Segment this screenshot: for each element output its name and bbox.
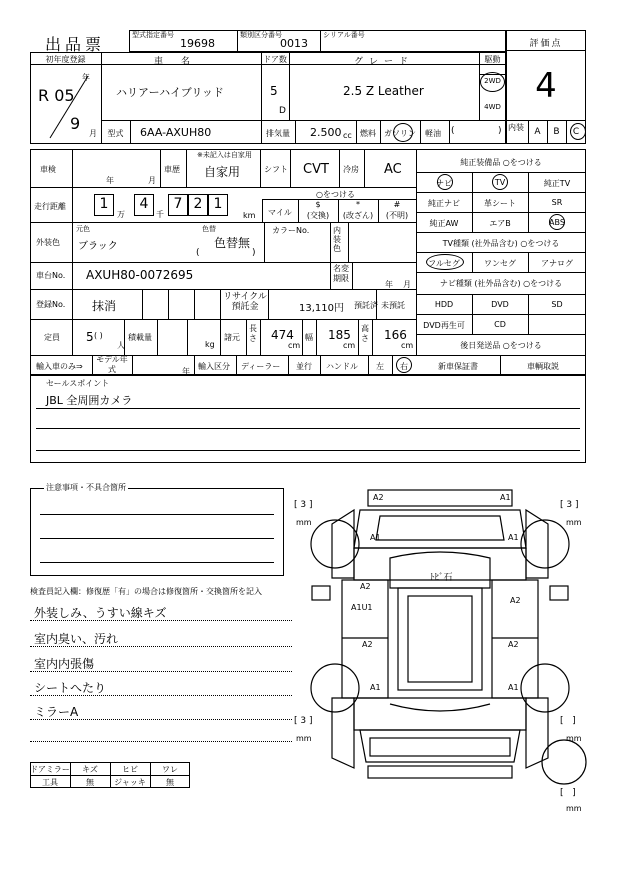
- legend-h1: ドアミラー: [30, 765, 70, 774]
- grade: 2.5 Z Leather: [343, 84, 424, 98]
- later-warranty: 新車保証書: [438, 362, 478, 371]
- mirror-left: [312, 586, 330, 600]
- equip-genuine-tv: 純正TV: [543, 179, 571, 188]
- trunk-inner: [370, 738, 510, 756]
- drive-label: 駆動: [484, 55, 501, 64]
- tire-spare-mm: mm: [566, 804, 582, 813]
- legend-h4: ワレ: [162, 765, 178, 774]
- width-value: 185: [328, 328, 351, 342]
- length-unit: cm: [288, 341, 301, 350]
- tire-rl-depth: [ 3 ]: [294, 716, 313, 726]
- length-value: 474: [271, 328, 294, 342]
- equip-genuine-navi: 純正ナビ: [428, 199, 460, 208]
- mileage-unknown-sym: #: [393, 200, 401, 209]
- note-line-3: 室内内張傷: [34, 657, 95, 671]
- color-paren-close: ): [252, 248, 256, 258]
- trunk: [360, 730, 520, 762]
- mileage-swap: (交換): [306, 211, 330, 220]
- tire-front-right: [521, 520, 569, 568]
- color-label: 外装色: [36, 238, 60, 247]
- equip-genuine-aw: 純正AW: [429, 219, 459, 228]
- navi-dvd-playback: DVD再生可: [423, 321, 465, 330]
- equip-leather: 革シート: [484, 199, 516, 208]
- mileage-label: 走行距離: [34, 202, 66, 211]
- mileage-tamper: (改ざん): [342, 211, 374, 220]
- usage-label: 車歴: [164, 165, 180, 174]
- ac-label: 冷房: [343, 165, 359, 174]
- shift-value: CVT: [303, 162, 329, 177]
- mileage-circle-note: ○をつける: [316, 190, 355, 199]
- interior-color-label: 内装色: [333, 226, 341, 253]
- fuel-paren-open: (: [451, 126, 455, 136]
- interior-label: 内装: [508, 123, 524, 132]
- usage-note: ※未記入は自家用: [197, 151, 252, 159]
- mirror-right: [550, 586, 568, 600]
- navi-dvd: DVD: [491, 300, 509, 309]
- mark-front-bumper-a1: A1: [500, 493, 511, 502]
- tire-spare: [542, 740, 586, 784]
- mark-side-right-a2: A2: [510, 596, 521, 605]
- color-orig-label: 元色: [76, 225, 90, 233]
- inspector-note: 検査員記入欄：修復歴「有」の場合は修復箇所・交換箇所を記入: [30, 587, 262, 596]
- tv-fullseg: フルセグ: [428, 259, 460, 268]
- equip-tv: TV: [494, 178, 506, 187]
- sales-label: セールスポイント: [46, 379, 110, 388]
- legend-h3: ヒビ: [122, 765, 138, 774]
- tire-fr-mm: mm: [566, 518, 582, 527]
- handle-right: 右: [400, 362, 408, 371]
- mark-rear-fender-right-a1: A1: [508, 683, 519, 692]
- shift-label: シフト: [264, 165, 288, 174]
- rear-window: [390, 704, 490, 711]
- height-unit: cm: [401, 341, 414, 350]
- color-orig-value: ブラック: [78, 241, 118, 252]
- model-label: 型式: [107, 129, 124, 138]
- navi-type-title: ナビ種類 (社外品含む) ○をつける: [439, 279, 563, 288]
- import-label: 輸入車のみ⇒: [36, 362, 83, 371]
- width-unit: cm: [343, 341, 356, 350]
- tire-fl-depth: [ 3 ]: [294, 500, 313, 510]
- mileage-tamper-sym: *: [356, 200, 360, 209]
- note-line-1: 外装しみ、うすい線キズ: [34, 606, 167, 620]
- serial-label: シリアル番号: [323, 31, 365, 39]
- note-line-2: 室内臭い、汚れ: [34, 632, 119, 646]
- first-reg-diagonal: [30, 64, 101, 144]
- mark-rear-left-a2: A2: [362, 640, 373, 649]
- notes-label: 注意事項・不具合箇所: [46, 483, 126, 492]
- registration-value: 抹消: [92, 299, 117, 313]
- shaken-month-unit: 月: [148, 176, 156, 185]
- mileage-digit-2: 4: [139, 196, 149, 212]
- capacity-label: 定員: [44, 333, 60, 342]
- door-count: 5: [270, 84, 278, 98]
- tire-front-left: [311, 520, 359, 568]
- import-parallel: 並行: [296, 362, 312, 371]
- fuel-gas: ガソリン: [384, 129, 416, 138]
- dims-label: 諸元: [224, 333, 240, 342]
- import-dealer: ディーラー: [241, 362, 281, 371]
- sales-text: JBL 全周囲カメラ: [46, 394, 133, 407]
- fuel-paren-close: ): [498, 126, 502, 136]
- displacement-label: 排気量: [266, 129, 290, 138]
- tv-type-title: TV種類 (社外品含む) ○をつける: [442, 239, 560, 248]
- score-value: 4: [535, 66, 557, 106]
- mileage-digit-5: 1: [213, 196, 223, 212]
- roof-inner: [408, 596, 472, 682]
- left-side: [342, 580, 388, 698]
- mark-side-left-a1u1: A1U1: [351, 603, 373, 612]
- mileage-digit-4: 2: [193, 196, 203, 212]
- equip-abs: ABS: [549, 218, 565, 227]
- chassis-value: AXUH80-0072695: [86, 268, 194, 282]
- mileage-man: 万: [117, 210, 125, 219]
- displacement: 2.500: [310, 126, 342, 139]
- rear-bumper-bar: [368, 766, 512, 778]
- legend-v3: ジャッキ: [114, 778, 146, 787]
- interior-b: B: [553, 127, 560, 137]
- tire-rear-right: [521, 664, 569, 712]
- drive-4wd: 4WD: [484, 103, 501, 111]
- drive-2wd: 2WD: [484, 77, 501, 85]
- model-year-unit: 年: [182, 367, 190, 376]
- rear-fender-left: [332, 698, 354, 768]
- first-reg-month: 9: [70, 114, 81, 133]
- legend-v2: 無: [86, 778, 94, 787]
- tire-spare-depth: [ ]: [560, 788, 576, 798]
- recycle-label: リサイクル預託金: [223, 292, 267, 312]
- tire-rr-depth: [ ]: [560, 716, 576, 726]
- mileage-digit-3: 7: [173, 196, 183, 212]
- car-name: ハリアーハイブリッド: [116, 86, 224, 99]
- later-title: 後日発送品 ○をつける: [460, 341, 542, 350]
- mileage-mile: マイル: [268, 208, 292, 217]
- registration-label: 登録No.: [36, 300, 66, 309]
- note-line-5: ミラーA: [34, 705, 79, 719]
- load-unit: kg: [205, 340, 215, 349]
- tv-analog: アナログ: [541, 259, 573, 268]
- type-cert-label: 型式指定番号: [132, 31, 174, 39]
- interior-c: C: [572, 127, 580, 137]
- equipment-title: 純正装備品 ○をつける: [460, 158, 542, 167]
- first-reg-label: 初年度登録: [45, 55, 86, 64]
- displacement-unit: cc: [343, 131, 352, 140]
- load-label: 積載量: [128, 333, 152, 342]
- door-suffix: D: [279, 106, 286, 116]
- fuel-label: 燃料: [360, 129, 376, 138]
- color-repaint-label: 色替: [202, 225, 216, 233]
- equip-navi: ナビ: [436, 179, 452, 188]
- name-change-year: 年: [385, 280, 393, 289]
- rear-bumper: [372, 740, 508, 756]
- tire-fr-depth: [ 3 ]: [560, 500, 579, 510]
- grade-label: グレード: [353, 57, 414, 67]
- front-bumper: [368, 490, 512, 506]
- ac-value: AC: [384, 162, 402, 177]
- color-no-label: カラーNo.: [272, 226, 310, 235]
- rear-quarter: [354, 698, 526, 730]
- equip-sr: SR: [551, 198, 563, 207]
- roof: [398, 588, 482, 690]
- hood-inner: [376, 516, 504, 540]
- score-label: 評価点: [529, 39, 563, 49]
- mark-fender-right-a1: A1: [508, 533, 519, 542]
- tire-fl-mm: mm: [296, 518, 312, 527]
- capacity-unit: 人: [117, 341, 125, 350]
- name-change-label: 名変期限: [333, 264, 349, 283]
- capacity-value: 5: [86, 330, 94, 344]
- recycle-value: 13,110円: [299, 303, 344, 314]
- chassis-label: 車台No.: [36, 271, 66, 280]
- import-class-label: 輸入区分: [198, 362, 230, 371]
- later-manual: 車輌取説: [527, 362, 559, 371]
- mark-rear-right-a2: A2: [508, 640, 519, 649]
- name-change-month: 月: [403, 280, 411, 289]
- type-cert-value: 19698: [180, 37, 215, 50]
- windshield-note: ﾄﾋﾞ石: [430, 573, 453, 583]
- first-reg-year-unit: 年: [82, 73, 90, 82]
- height-value: 166: [384, 328, 407, 342]
- handle-left: 左: [376, 362, 384, 371]
- navi-cd: CD: [494, 320, 506, 329]
- tire-rear-left: [311, 664, 359, 712]
- navi-sd: SD: [551, 300, 563, 309]
- width-label: 幅: [305, 333, 313, 342]
- mark-fender-left-a1: A1: [370, 533, 381, 542]
- color-paren-open: (: [196, 248, 200, 258]
- interior-a: A: [534, 127, 541, 137]
- shaken-year-unit: 年: [106, 176, 114, 185]
- category-value: 0013: [280, 37, 308, 50]
- mileage-swap-sym: $: [315, 200, 321, 209]
- mark-front-bumper-a2: A2: [373, 493, 384, 502]
- mileage-sen: 千: [156, 210, 164, 219]
- mileage-km: km: [243, 211, 256, 220]
- length-label: 長さ: [249, 324, 257, 343]
- legend-v4: 無: [166, 778, 174, 787]
- recycle-paid: 預託済: [354, 301, 378, 310]
- capacity-paren: ( ): [94, 331, 103, 340]
- rear-fender-right: [526, 698, 548, 768]
- shaken-label: 車検: [40, 165, 56, 174]
- tire-rr-mm: mm: [566, 734, 582, 743]
- tv-oneseg: ワンセグ: [484, 259, 516, 268]
- mark-side-left-a2: A2: [360, 582, 371, 591]
- model: 6AA-AXUH80: [140, 126, 212, 139]
- height-label: 高さ: [361, 324, 369, 343]
- car-diagram: [290, 488, 590, 818]
- door-label: ドア数: [263, 55, 287, 64]
- note-line-4: シートへたり: [34, 681, 107, 695]
- recycle-unpaid: 未預託: [381, 301, 405, 310]
- equip-airbag: エアB: [489, 219, 511, 228]
- mileage-digit-1: 1: [99, 196, 109, 212]
- first-reg-month-unit: 月: [89, 129, 97, 138]
- car-name-label: 車名: [153, 57, 208, 67]
- usage-value: 自家用: [204, 165, 241, 179]
- first-reg-year: R 05: [38, 86, 75, 105]
- mark-rear-fender-left-a1: A1: [370, 683, 381, 692]
- model-year-label: モデル年式: [96, 355, 128, 374]
- legend-h2: キズ: [82, 765, 98, 774]
- tire-rl-mm: mm: [296, 734, 312, 743]
- navi-hdd: HDD: [434, 300, 454, 309]
- form-title: 出品票: [45, 35, 106, 54]
- color-repaint-value: 色替無: [214, 236, 251, 250]
- category-label: 類別区分番号: [240, 31, 282, 39]
- handle-label: ハンドル: [326, 362, 358, 371]
- mileage-unknown: (不明): [385, 211, 409, 220]
- fuel-diesel: 軽油: [425, 129, 441, 138]
- legend-v1: 工具: [42, 778, 58, 787]
